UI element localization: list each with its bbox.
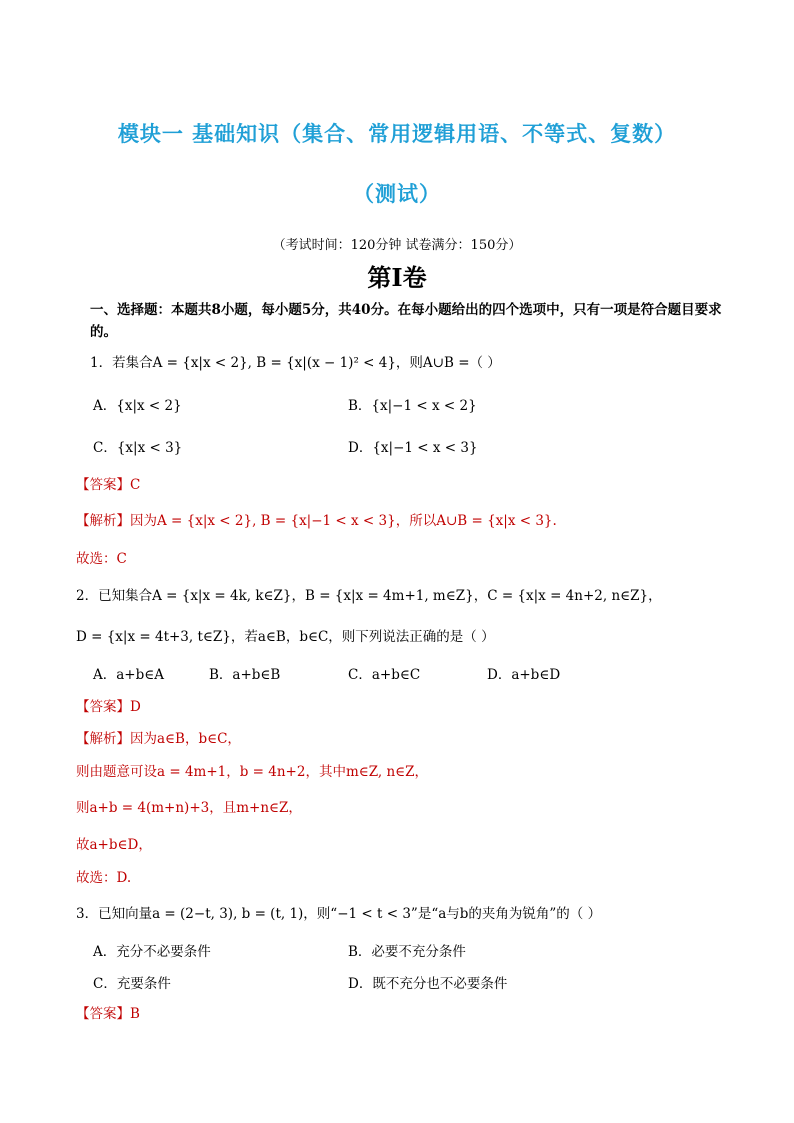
volume-heading: 第I卷	[367, 263, 427, 292]
question-3-answer	[76, 1004, 140, 1024]
question-1-choice: 故选：C	[76, 551, 127, 567]
answer-value: B	[130, 1006, 140, 1022]
question-3-option-d: D．既不充分也不必要条件	[348, 976, 508, 992]
section-instructions: 一、选择题：本题共8小题，每小题5分，共40分。在每小题给出的四个选项中，只有一项是符合题目要求的。	[90, 302, 722, 340]
analysis-text: 因为A = {x|x < 2}, B = {x|−1 < x < 3}，所以A∪B = {x|x < 3}.	[130, 513, 557, 529]
question-3-option-c: C．充要条件	[93, 976, 171, 992]
question-3-option-b: B．必要不充分条件	[348, 944, 466, 960]
exam-info: （考试时间：120分钟 试卷满分：150分）	[272, 238, 522, 253]
answer-label: 【答案】	[76, 699, 130, 715]
question-3-stem: 3．已知向量a = (2−t, 3), b = (t, 1)，则“−1 < t < 3”是“a与b的夹角为锐角”的（ ）	[76, 906, 602, 922]
analysis-text: 因为a∈B，b∈C，	[130, 731, 241, 747]
question-2-analysis-line4: 故a+b∈D，	[76, 837, 152, 853]
analysis-label: 【解析】	[76, 731, 130, 747]
question-1-stem: 1．若集合A = {x|x < 2}, B = {x|(x − 1)² < 4}，则A∪B =（ ）	[90, 355, 501, 371]
question-3-option-a: A．充分不必要条件	[93, 944, 211, 960]
document-title: 模块一 基础知识（集合、常用逻辑用语、不等式、复数）	[117, 122, 677, 146]
question-1-option-a: A．{x|x < 2}	[93, 398, 182, 414]
question-2-stem-line2: D = {x|x = 4t+3, t∈Z}，若a∈B，b∈C，则下列说法正确的是（ ）	[76, 629, 495, 645]
question-2-analysis	[76, 729, 241, 749]
answer-label: 【答案】	[76, 1006, 130, 1022]
question-2-option-a: A．a+b∈A	[93, 667, 164, 683]
answer-label: 【答案】	[76, 477, 130, 493]
question-2-analysis-line2: 则由题意可设a = 4m+1，b = 4n+2，其中m∈Z, n∈Z，	[76, 764, 429, 780]
question-2-choice: 故选：D.	[76, 870, 132, 886]
answer-value: D	[130, 699, 141, 715]
answer-value: C	[130, 477, 141, 493]
question-1-answer	[76, 475, 140, 495]
question-1-option-b: B．{x|−1 < x < 2}	[348, 398, 477, 414]
question-2-answer	[76, 697, 141, 717]
question-2-analysis-line3: 则a+b = 4(m+n)+3，且m+n∈Z，	[76, 800, 302, 816]
question-2-option-b: B．a+b∈B	[209, 667, 281, 683]
question-1-option-d: D．{x|−1 < x < 3}	[348, 440, 478, 456]
question-1-option-c: C．{x|x < 3}	[93, 440, 183, 456]
question-2-stem-line1: 2．已知集合A = {x|x = 4k, k∈Z}，B = {x|x = 4m+1, m∈Z}，C = {x|x = 4n+2, n∈Z}，	[76, 588, 662, 604]
question-2-option-c: C．a+b∈C	[348, 667, 421, 683]
analysis-label: 【解析】	[76, 513, 130, 529]
document-subtitle: （测试）	[353, 182, 441, 206]
question-2-option-d: D．a+b∈D	[487, 667, 561, 683]
question-1-analysis	[76, 511, 557, 531]
